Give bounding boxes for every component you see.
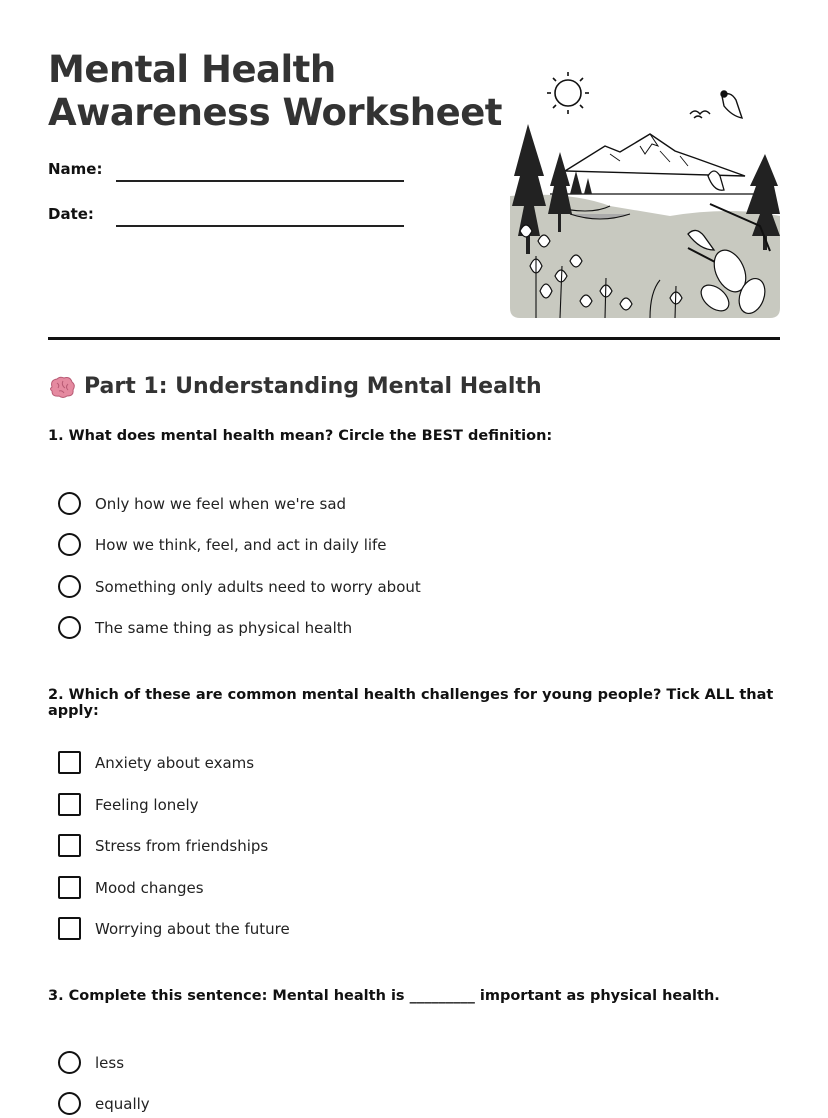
brain-icon [48,375,76,399]
checkbox[interactable] [58,917,81,940]
bird-icon [690,91,742,118]
name-label: Name: [48,160,103,178]
title-line-1: Mental Health [48,48,336,91]
section-divider [48,337,780,340]
option-label: Anxiety about exams [95,753,255,772]
option-label: Only how we feel when we're sad [95,494,347,513]
section-title [48,374,542,399]
option-label: less [95,1053,125,1072]
q3-option-1[interactable] [58,1051,124,1074]
q1-option-4[interactable] [58,616,352,639]
option-label: How we think, feel, and act in daily life [95,535,387,554]
date-label: Date: [48,205,94,223]
option-label: Mood changes [95,878,204,897]
sun-icon [547,72,589,114]
radio-circle[interactable] [58,575,81,598]
q2-option-3[interactable] [58,834,268,857]
nature-scene-icon [510,66,780,318]
question-1: 1. What does mental health mean? Circle the BEST definition: [48,428,553,444]
radio-circle[interactable] [58,533,81,556]
option-label: Something only adults need to worry about [95,577,421,596]
question-3: 3. Complete this sentence: Mental health is _________ important as physical health. [48,988,720,1004]
page-title [48,48,502,134]
option-label: The same thing as physical health [95,618,353,637]
q1-option-3[interactable] [58,575,421,598]
q1-option-2[interactable] [58,533,387,556]
question-2: 2. Which of these are common mental health challenges for young people? Tick ALL that apply: [48,687,774,719]
option-label: Stress from friendships [95,836,269,855]
radio-circle[interactable] [58,616,81,639]
q2-option-4[interactable] [58,876,204,899]
q1-option-1[interactable] [58,492,346,515]
option-label: Worrying about the future [95,919,290,938]
option-label: equally [95,1094,150,1113]
checkbox[interactable] [58,834,81,857]
name-field[interactable] [116,180,404,182]
q2-option-2[interactable] [58,793,199,816]
radio-circle[interactable] [58,1051,81,1074]
date-field[interactable] [116,225,404,227]
radio-circle[interactable] [58,492,81,515]
q3-option-2[interactable] [58,1092,150,1115]
q2-option-1[interactable] [58,751,254,774]
radio-circle[interactable] [58,1092,81,1115]
section-title-text: Part 1: Understanding Mental Health [84,374,542,399]
q2-option-5[interactable] [58,917,290,940]
checkbox[interactable] [58,751,81,774]
title-line-2: Awareness Worksheet [48,91,502,134]
option-label: Feeling lonely [95,795,199,814]
checkbox[interactable] [58,876,81,899]
checkbox[interactable] [58,793,81,816]
